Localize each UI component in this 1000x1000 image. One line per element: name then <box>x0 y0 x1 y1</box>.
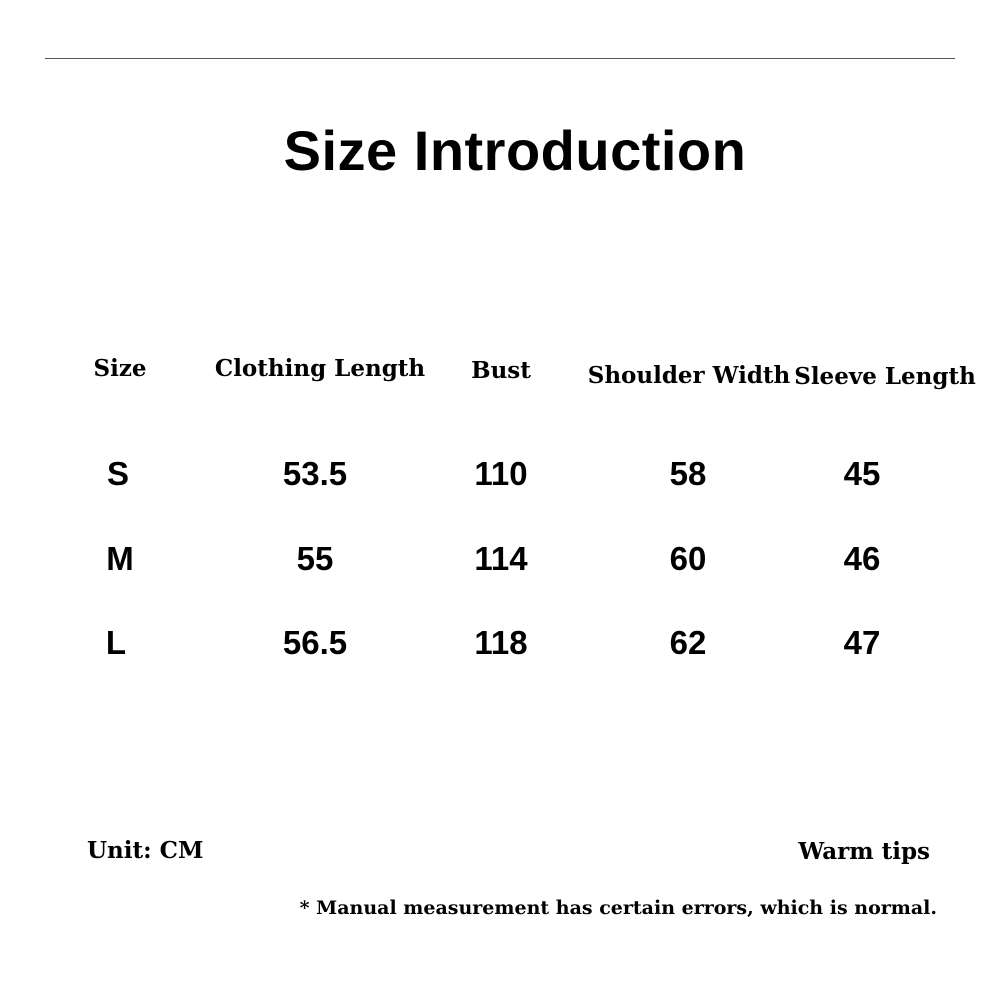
unit-label: Unit: CM <box>87 837 204 864</box>
table-cell-size: L <box>105 624 127 661</box>
table-cell-bust: 118 <box>474 624 528 661</box>
table-cell-clothing-length: 56.5 <box>282 624 348 661</box>
table-cell-size: S <box>106 455 130 492</box>
table-cell-bust: 114 <box>474 540 528 577</box>
header-sleeve-length: Sleeve Length <box>794 363 976 390</box>
table-cell-shoulder-width: 58 <box>669 455 707 492</box>
table-cell-clothing-length: 53.5 <box>282 455 348 492</box>
table-cell-shoulder-width: 62 <box>669 624 707 661</box>
top-divider <box>45 58 955 59</box>
table-cell-shoulder-width: 60 <box>669 540 707 577</box>
page-title: Size Introduction <box>283 119 747 182</box>
header-clothing-length: Clothing Length <box>214 355 426 382</box>
header-bust: Bust <box>471 357 531 384</box>
table-cell-sleeve-length: 46 <box>843 540 881 577</box>
table-cell-clothing-length: 55 <box>296 540 334 577</box>
table-cell-sleeve-length: 45 <box>843 455 881 492</box>
table-cell-bust: 110 <box>474 455 528 492</box>
warm-tips-title: Warm tips <box>798 838 930 865</box>
header-shoulder-width: Shoulder Width <box>587 362 791 389</box>
table-cell-size: M <box>106 540 134 577</box>
table-cell-sleeve-length: 47 <box>843 624 881 661</box>
header-size: Size <box>93 355 147 382</box>
warm-tips-note: * Manual measurement has certain errors, which is normal. <box>299 897 937 919</box>
